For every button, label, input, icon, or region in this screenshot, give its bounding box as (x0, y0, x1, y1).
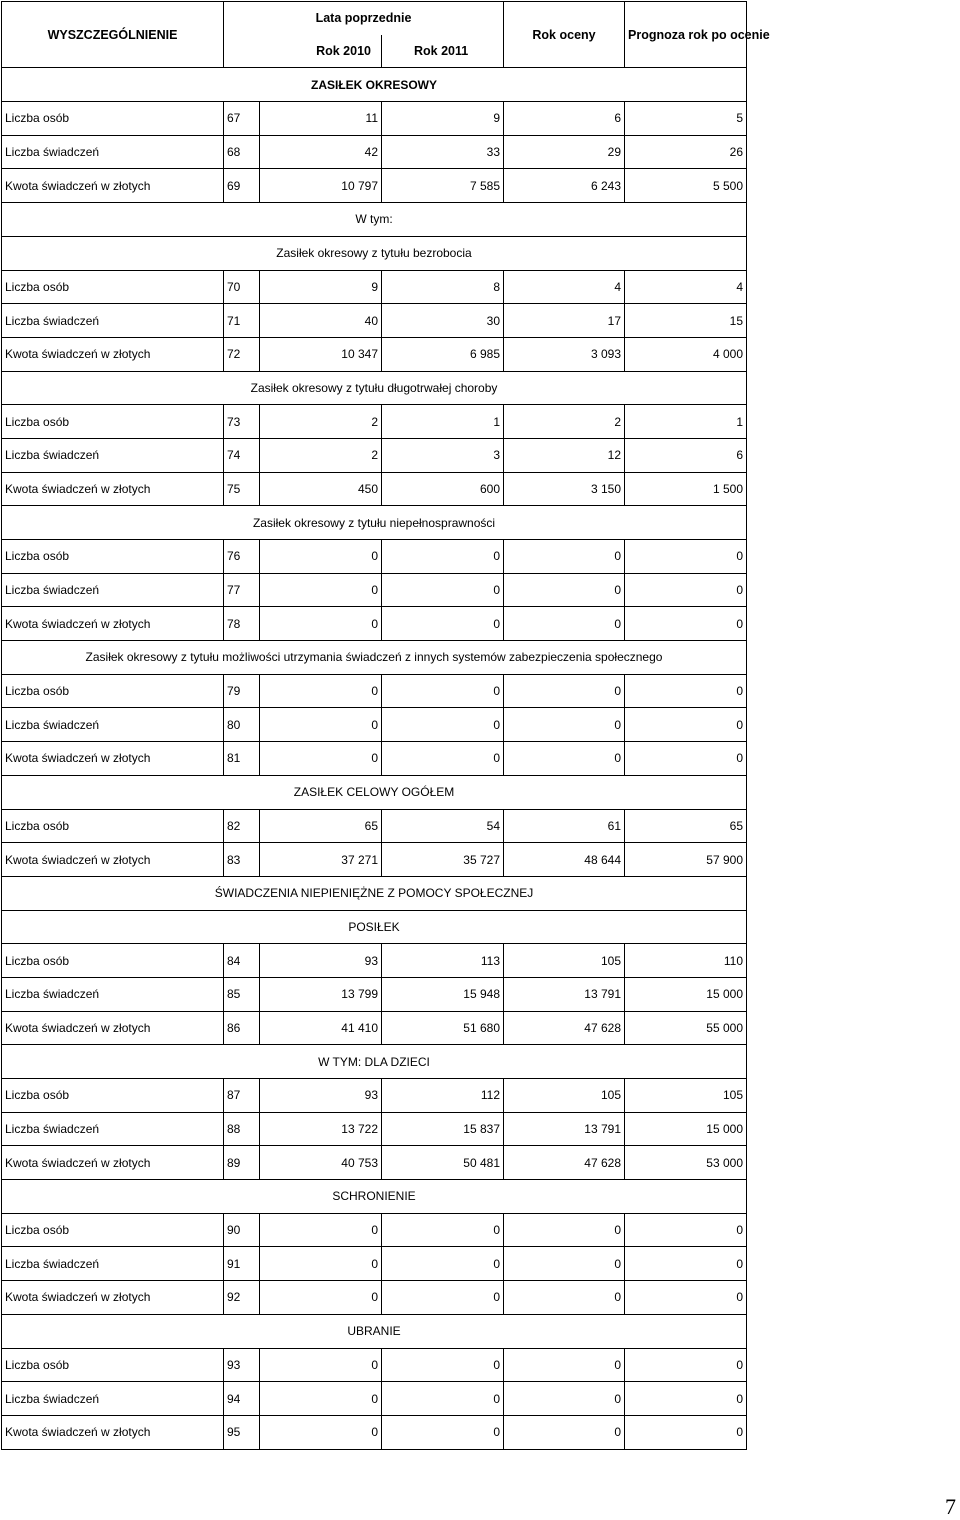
row-label: Liczba osób (2, 1348, 224, 1382)
row-number: 93 (224, 1348, 260, 1382)
subsection-heading: W tym: (2, 203, 747, 237)
value-2011: 54 (382, 809, 504, 843)
row-number: 69 (224, 169, 260, 203)
value-2010: 11 (260, 102, 382, 136)
row-number: 79 (224, 674, 260, 708)
value-2011: 113 (382, 944, 504, 978)
row-label: Liczba osób (2, 270, 224, 304)
row-number: 87 (224, 1079, 260, 1113)
subsection-row (2, 1314, 747, 1348)
value-2011: 1 (382, 405, 504, 439)
table-row (2, 1415, 747, 1449)
value-evaluation-year: 3 150 (504, 472, 625, 506)
value-forecast: 6 (625, 438, 747, 472)
value-forecast: 5 (625, 102, 747, 136)
row-number: 78 (224, 607, 260, 641)
value-forecast: 110 (625, 944, 747, 978)
value-2011: 33 (382, 135, 504, 169)
row-number: 72 (224, 337, 260, 371)
value-evaluation-year: 0 (504, 1348, 625, 1382)
value-2010: 40 753 (260, 1146, 382, 1180)
row-number: 71 (224, 304, 260, 338)
value-evaluation-year: 0 (504, 708, 625, 742)
subsection-row (2, 910, 747, 944)
value-2010: 0 (260, 1348, 382, 1382)
value-evaluation-year: 61 (504, 809, 625, 843)
value-forecast: 1 (625, 405, 747, 439)
row-number: 67 (224, 102, 260, 136)
value-2011: 0 (382, 573, 504, 607)
value-forecast: 15 (625, 304, 747, 338)
value-2010: 0 (260, 1382, 382, 1416)
section-heading: ZASIŁEK OKRESOWY (2, 68, 747, 102)
row-number: 77 (224, 573, 260, 607)
row-label: Kwota świadczeń w złotych (2, 1146, 224, 1180)
value-evaluation-year: 6 243 (504, 169, 625, 203)
table-row (2, 102, 747, 136)
value-forecast: 0 (625, 1415, 747, 1449)
value-2011: 0 (382, 1281, 504, 1315)
value-evaluation-year: 0 (504, 573, 625, 607)
subsection-heading: Zasiłek okresowy z tytułu niepełnosprawności (2, 506, 747, 540)
subsection-row (2, 506, 747, 540)
value-evaluation-year: 47 628 (504, 1146, 625, 1180)
value-evaluation-year: 29 (504, 135, 625, 169)
value-2011: 3 (382, 438, 504, 472)
value-evaluation-year: 0 (504, 1281, 625, 1315)
row-number: 74 (224, 438, 260, 472)
row-number: 85 (224, 977, 260, 1011)
value-2010: 93 (260, 1079, 382, 1113)
value-2011: 8 (382, 270, 504, 304)
value-2011: 600 (382, 472, 504, 506)
row-label: Kwota świadczeń w złotych (2, 1011, 224, 1045)
value-2011: 0 (382, 1247, 504, 1281)
table-row (2, 573, 747, 607)
row-number: 92 (224, 1281, 260, 1315)
table-row (2, 1247, 747, 1281)
subsection-heading: Zasiłek okresowy z tytułu długotrwałej choroby (2, 371, 747, 405)
table-row (2, 977, 747, 1011)
value-forecast: 0 (625, 1382, 747, 1416)
subsection-heading: POSIŁEK (2, 910, 747, 944)
header-evaluation-year: Rok oceny (504, 2, 625, 68)
value-evaluation-year: 17 (504, 304, 625, 338)
row-number: 76 (224, 540, 260, 574)
row-number: 89 (224, 1146, 260, 1180)
row-label: Liczba osób (2, 1213, 224, 1247)
header-year-2011: Rok 2011 (382, 35, 504, 68)
value-2011: 6 985 (382, 337, 504, 371)
value-2011: 112 (382, 1079, 504, 1113)
value-2010: 0 (260, 1213, 382, 1247)
value-evaluation-year: 6 (504, 102, 625, 136)
row-number: 95 (224, 1415, 260, 1449)
value-2010: 0 (260, 1247, 382, 1281)
value-forecast: 55 000 (625, 1011, 747, 1045)
table-row (2, 944, 747, 978)
value-forecast: 0 (625, 1281, 747, 1315)
row-label: Liczba świadczeń (2, 135, 224, 169)
value-2011: 30 (382, 304, 504, 338)
value-2010: 0 (260, 540, 382, 574)
table-row (2, 1348, 747, 1382)
header-row-top (2, 2, 747, 35)
value-2011: 50 481 (382, 1146, 504, 1180)
value-forecast: 4 (625, 270, 747, 304)
value-forecast: 4 000 (625, 337, 747, 371)
value-2010: 10 797 (260, 169, 382, 203)
value-2011: 0 (382, 742, 504, 776)
value-forecast: 0 (625, 573, 747, 607)
table-row (2, 607, 747, 641)
subsection-row (2, 371, 747, 405)
value-2010: 0 (260, 1415, 382, 1449)
row-label: Liczba osób (2, 944, 224, 978)
value-forecast: 26 (625, 135, 747, 169)
value-forecast: 65 (625, 809, 747, 843)
table-row (2, 540, 747, 574)
value-evaluation-year: 12 (504, 438, 625, 472)
row-number: 91 (224, 1247, 260, 1281)
value-2011: 0 (382, 540, 504, 574)
row-number: 82 (224, 809, 260, 843)
value-2010: 41 410 (260, 1011, 382, 1045)
value-2011: 35 727 (382, 843, 504, 877)
value-forecast: 15 000 (625, 977, 747, 1011)
row-number: 73 (224, 405, 260, 439)
header-year-2010: Rok 2010 (224, 35, 382, 68)
table-row (2, 304, 747, 338)
value-2010: 2 (260, 405, 382, 439)
value-2010: 37 271 (260, 843, 382, 877)
row-label: Kwota świadczeń w złotych (2, 1415, 224, 1449)
value-2010: 65 (260, 809, 382, 843)
value-evaluation-year: 48 644 (504, 843, 625, 877)
row-label: Liczba świadczeń (2, 438, 224, 472)
row-label: Kwota świadczeń w złotych (2, 742, 224, 776)
table-row (2, 1079, 747, 1113)
row-number: 86 (224, 1011, 260, 1045)
row-number: 81 (224, 742, 260, 776)
row-number: 83 (224, 843, 260, 877)
table-row (2, 169, 747, 203)
row-number: 94 (224, 1382, 260, 1416)
row-label: Liczba osób (2, 674, 224, 708)
value-2010: 42 (260, 135, 382, 169)
value-2010: 13 722 (260, 1112, 382, 1146)
subsection-row (2, 876, 747, 910)
subsection-heading: SCHRONIENIE (2, 1180, 747, 1214)
subsection-row (2, 641, 747, 675)
table-row (2, 674, 747, 708)
table-row (2, 1011, 747, 1045)
row-label: Liczba świadczeń (2, 1247, 224, 1281)
row-label: Kwota świadczeń w złotych (2, 472, 224, 506)
page-number: 7 (945, 1494, 956, 1519)
subsection-heading: Zasiłek okresowy z tytułu bezrobocia (2, 236, 747, 270)
value-forecast: 0 (625, 607, 747, 641)
value-2011: 0 (382, 1382, 504, 1416)
row-label: Liczba osób (2, 1079, 224, 1113)
section-row (2, 68, 747, 102)
row-label: Liczba świadczeń (2, 304, 224, 338)
row-label: Liczba świadczeń (2, 573, 224, 607)
row-number: 75 (224, 472, 260, 506)
value-evaluation-year: 13 791 (504, 977, 625, 1011)
row-number: 90 (224, 1213, 260, 1247)
value-2011: 0 (382, 1348, 504, 1382)
table-row (2, 1281, 747, 1315)
header-forecast: Prognoza rok po ocenie (625, 2, 747, 68)
value-forecast: 57 900 (625, 843, 747, 877)
value-forecast: 0 (625, 1348, 747, 1382)
value-forecast: 0 (625, 708, 747, 742)
value-forecast: 1 500 (625, 472, 747, 506)
table-row (2, 337, 747, 371)
row-number: 88 (224, 1112, 260, 1146)
subsection-row (2, 203, 747, 237)
value-evaluation-year: 47 628 (504, 1011, 625, 1045)
value-forecast: 105 (625, 1079, 747, 1113)
value-2010: 40 (260, 304, 382, 338)
table-row (2, 1112, 747, 1146)
value-forecast: 0 (625, 1213, 747, 1247)
value-forecast: 0 (625, 674, 747, 708)
row-number: 70 (224, 270, 260, 304)
value-forecast: 0 (625, 1247, 747, 1281)
value-2010: 0 (260, 573, 382, 607)
value-evaluation-year: 0 (504, 1213, 625, 1247)
value-2010: 0 (260, 742, 382, 776)
subsection-heading: UBRANIE (2, 1314, 747, 1348)
subsection-heading: Zasiłek okresowy z tytułu możliwości utrzymania świadczeń z innych systemów zabezpieczenia społecznego (2, 641, 747, 675)
row-label: Kwota świadczeń w złotych (2, 337, 224, 371)
row-label: Liczba osób (2, 540, 224, 574)
subsection-row (2, 775, 747, 809)
value-evaluation-year: 4 (504, 270, 625, 304)
value-2010: 0 (260, 708, 382, 742)
table-row (2, 135, 747, 169)
value-evaluation-year: 105 (504, 1079, 625, 1113)
row-label: Kwota świadczeń w złotych (2, 1281, 224, 1315)
value-evaluation-year: 0 (504, 540, 625, 574)
table-row (2, 438, 747, 472)
row-label: Liczba osób (2, 102, 224, 136)
value-2010: 10 347 (260, 337, 382, 371)
value-2010: 450 (260, 472, 382, 506)
value-evaluation-year: 0 (504, 607, 625, 641)
value-2011: 9 (382, 102, 504, 136)
value-2011: 0 (382, 1213, 504, 1247)
table-row (2, 270, 747, 304)
table-row (2, 405, 747, 439)
row-number: 84 (224, 944, 260, 978)
row-number: 68 (224, 135, 260, 169)
value-2011: 0 (382, 708, 504, 742)
table-row (2, 1213, 747, 1247)
value-evaluation-year: 0 (504, 1415, 625, 1449)
row-label: Kwota świadczeń w złotych (2, 607, 224, 641)
value-2011: 15 837 (382, 1112, 504, 1146)
value-forecast: 0 (625, 742, 747, 776)
value-2011: 15 948 (382, 977, 504, 1011)
value-evaluation-year: 2 (504, 405, 625, 439)
value-2011: 0 (382, 674, 504, 708)
value-evaluation-year: 0 (504, 742, 625, 776)
value-2010: 13 799 (260, 977, 382, 1011)
table-row (2, 472, 747, 506)
value-2011: 0 (382, 1415, 504, 1449)
value-evaluation-year: 0 (504, 674, 625, 708)
row-label: Liczba osób (2, 809, 224, 843)
value-evaluation-year: 105 (504, 944, 625, 978)
value-2011: 7 585 (382, 169, 504, 203)
table-row (2, 1146, 747, 1180)
value-evaluation-year: 0 (504, 1382, 625, 1416)
row-label: Kwota świadczeń w złotych (2, 843, 224, 877)
value-evaluation-year: 0 (504, 1247, 625, 1281)
header-previous-years: Lata poprzednie (224, 2, 504, 35)
table-row (2, 843, 747, 877)
header-description: WYSZCZEGÓLNIENIE (2, 2, 224, 68)
row-label: Liczba świadczeń (2, 708, 224, 742)
data-table (1, 1, 770, 1450)
value-forecast: 53 000 (625, 1146, 747, 1180)
subsection-row (2, 1045, 747, 1079)
value-2011: 51 680 (382, 1011, 504, 1045)
table-row (2, 742, 747, 776)
value-2010: 93 (260, 944, 382, 978)
value-2010: 0 (260, 674, 382, 708)
row-label: Liczba świadczeń (2, 977, 224, 1011)
value-evaluation-year: 13 791 (504, 1112, 625, 1146)
subsection-heading: ZASIŁEK CELOWY OGÓŁEM (2, 775, 747, 809)
table-row (2, 1382, 747, 1416)
value-2010: 0 (260, 607, 382, 641)
value-forecast: 15 000 (625, 1112, 747, 1146)
table-row (2, 708, 747, 742)
row-number: 80 (224, 708, 260, 742)
row-label: Kwota świadczeń w złotych (2, 169, 224, 203)
value-2010: 9 (260, 270, 382, 304)
row-label: Liczba osób (2, 405, 224, 439)
subsection-row (2, 236, 747, 270)
subsection-heading: W TYM: DLA DZIECI (2, 1045, 747, 1079)
row-label: Liczba świadczeń (2, 1382, 224, 1416)
subsection-heading: ŚWIADCZENIA NIEPIENIĘŻNE Z POMOCY SPOŁECZNEJ (2, 876, 747, 910)
value-2010: 0 (260, 1281, 382, 1315)
subsection-row (2, 1180, 747, 1214)
value-forecast: 0 (625, 540, 747, 574)
table-row (2, 809, 747, 843)
value-forecast: 5 500 (625, 169, 747, 203)
value-evaluation-year: 3 093 (504, 337, 625, 371)
value-2010: 2 (260, 438, 382, 472)
value-2011: 0 (382, 607, 504, 641)
row-label: Liczba świadczeń (2, 1112, 224, 1146)
